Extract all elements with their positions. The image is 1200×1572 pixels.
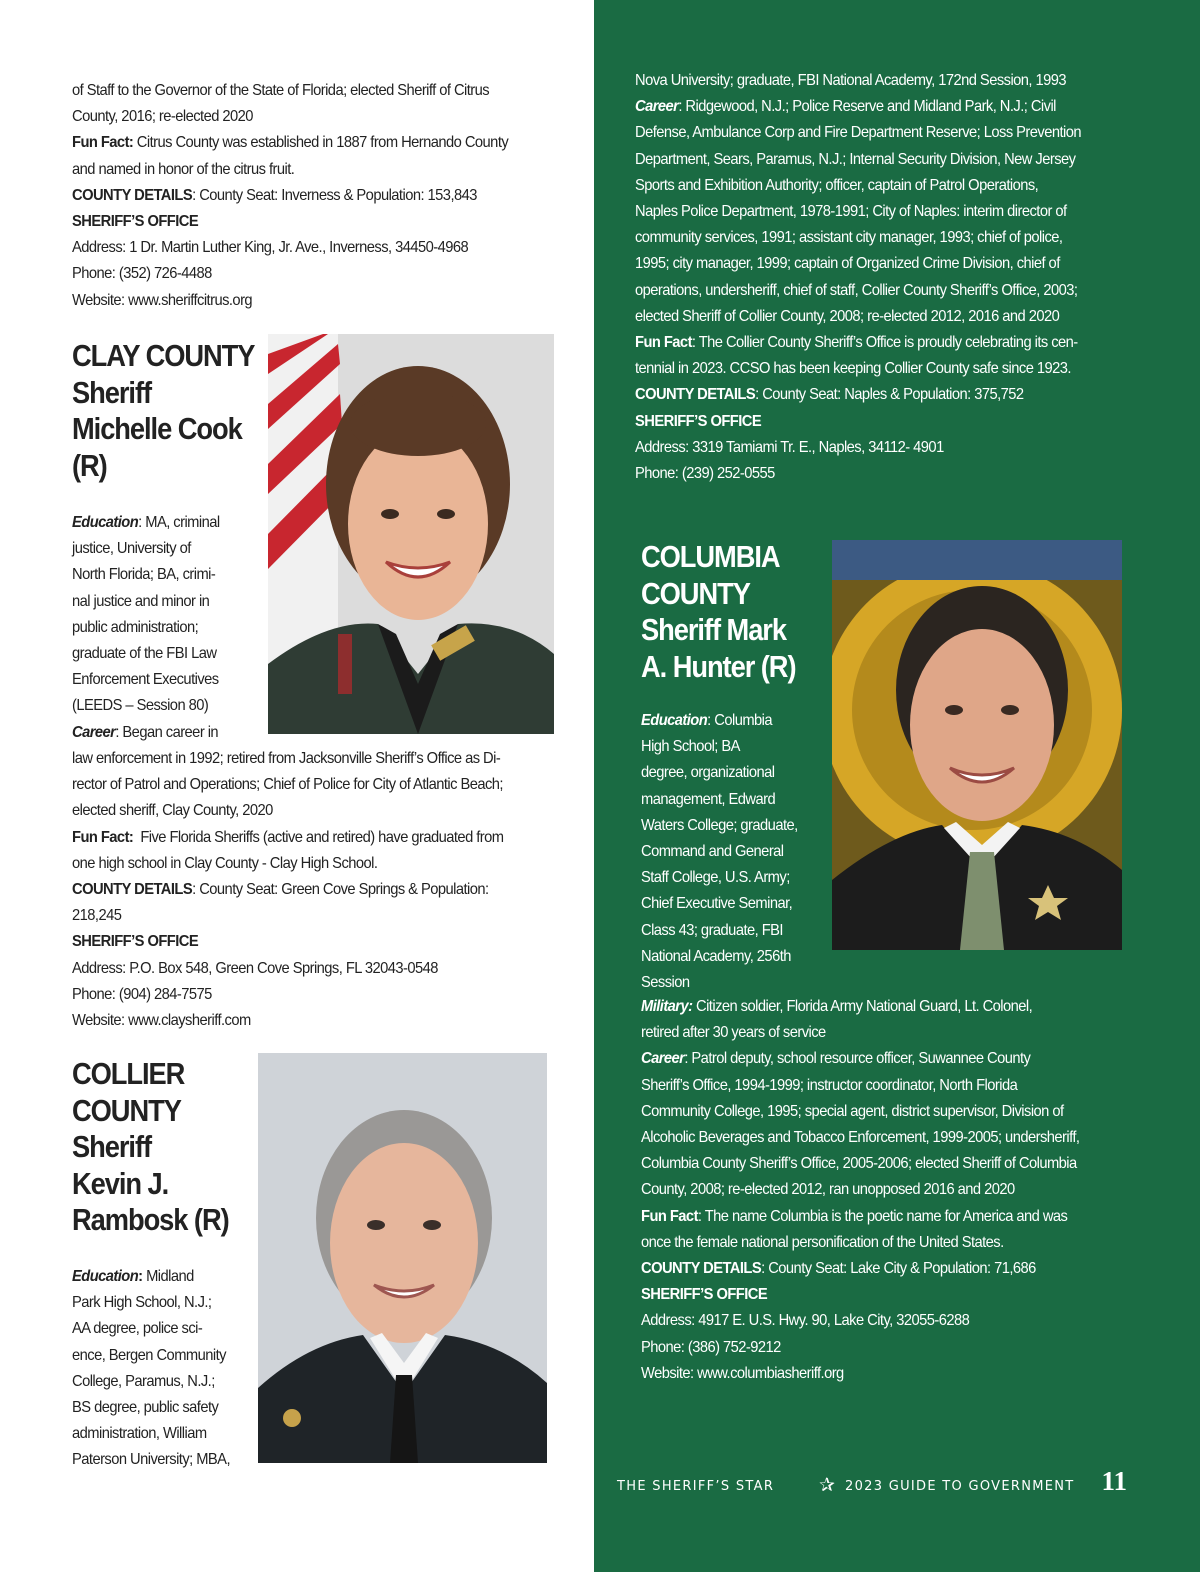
clay-education-line: public administration; (72, 618, 199, 636)
columbia-sheriff-portrait (832, 540, 1122, 950)
collier-education-cont: Nova University; graduate, FBI National Academy, 172nd Session, 1993 (635, 72, 1067, 89)
page-number: 11 (1101, 1466, 1127, 1496)
collier-phone: Phone: (239) 252-0555 (635, 465, 775, 483)
columbia-heading-line: A. Hunter (R) (641, 648, 796, 684)
education-label: Education (641, 712, 708, 729)
county-details-label: COUNTY DETAILS (641, 1260, 762, 1278)
columbia-fun-fact (641, 1204, 1142, 1230)
clay-education-block (72, 510, 274, 746)
clay-fun-fact-text: Five Florida Sheriffs (active and retired) have graduated from (133, 828, 504, 846)
columbia-education-line: degree, organizational (641, 764, 775, 782)
county-details-label: COUNTY DETAILS (72, 186, 193, 204)
guide-title: 2023 GUIDE TO GOVERNMENT (845, 1479, 1075, 1494)
clay-career (72, 720, 274, 746)
columbia-career-text: : Patrol deputy, school resource officer, Suwannee County (684, 1050, 1031, 1068)
collier-county-heading (72, 1056, 229, 1239)
collier-education-line: AA degree, police sci- (72, 1320, 203, 1338)
clay-education-line: justice, University of (72, 540, 191, 558)
clay-county-details-text: : County Seat: Green Cove Springs & Population: (192, 881, 489, 899)
collier-career-line: Department, Sears, Paramus, N.J.; Internal Security Division, New Jersey (635, 150, 1076, 168)
columbia-fun-fact-line-2: once the female national personification of the United States. (641, 1233, 1004, 1251)
clay-heading-line: Sheriff (72, 374, 152, 410)
citrus-county-section (72, 78, 555, 314)
collier-education (72, 1264, 270, 1290)
collier-sheriff-portrait (258, 1053, 547, 1463)
county-details-label: COUNTY DETAILS (72, 881, 193, 899)
citrus-website: Website: www.sheriffcitrus.org (72, 291, 253, 309)
clay-details-block (72, 746, 555, 1034)
career-label: Career (641, 1050, 685, 1068)
collier-career-text: : Ridgewood, N.J.; Police Reserve and Midland Park, N.J.; Civil (678, 98, 1056, 116)
citrus-fun-fact (72, 130, 555, 156)
education-colon: : (138, 1268, 143, 1285)
collier-heading-line: Rambosk (R) (72, 1202, 229, 1237)
fun-fact-label: Fun Fact (641, 1207, 698, 1225)
columbia-military-line-2: retired after 30 years of service (641, 1024, 826, 1042)
columbia-education-line: Command and General (641, 843, 784, 861)
columbia-fun-fact-text: : The name Columbia is the poetic name for America and was (697, 1207, 1068, 1225)
collier-fun-fact-line-2: tennial in 2023. CCSO has been keeping Collier County safe since 1923. (635, 360, 1071, 378)
columbia-education-line: Waters College; graduate, (641, 816, 798, 834)
clay-career-line: law enforcement in 1992; retired from Jacksonville Sheriff’s Office as Di- (72, 750, 501, 767)
columbia-details-block (641, 994, 1142, 1387)
clay-address: Address: P.O. Box 548, Green Cove Springs, FL 32043-0548 (72, 959, 438, 977)
columbia-address: Address: 4917 E. U.S. Hwy. 90, Lake City, 32055-6288 (641, 1312, 970, 1330)
citrus-sheriffs-office-label: SHERIFF’S OFFICE (72, 213, 199, 231)
columbia-county-heading (641, 539, 795, 685)
columbia-military (641, 994, 1142, 1020)
collier-fun-fact-text: : The Collier County Sheriff’s Office is proudly celebrating its cen- (691, 334, 1078, 352)
collier-career-line: elected Sheriff of Collier County, 2008; re-elected 2012, 2016 and 2020 (635, 307, 1060, 325)
clay-education-text: : MA, criminal (138, 514, 220, 531)
collier-career-line: Sports and Exhibition Authority; officer, captain of Patrol Operations, (635, 176, 1039, 194)
collier-education-line: Park High School, N.J.; (72, 1294, 212, 1312)
clay-education-line: nal justice and minor in (72, 592, 210, 610)
columbia-heading-line: COLUMBIA (641, 539, 780, 574)
columbia-sheriffs-office-label: SHERIFF’S OFFICE (641, 1286, 768, 1304)
fun-fact-label: Fun Fact (635, 334, 692, 352)
collier-career (635, 94, 1136, 120)
collier-education-line: College, Paramus, N.J.; (72, 1372, 215, 1390)
collier-career-line: operations, undersheriff, chief of staff, Collier County Sheriff’s Office, 2003; (635, 281, 1078, 299)
clay-fun-fact (72, 825, 555, 851)
collier-education-line: ence, Bergen Community (72, 1346, 226, 1364)
county-details-label: COUNTY DETAILS (635, 386, 756, 404)
collier-sheriffs-office-label: SHERIFF’S OFFICE (635, 412, 762, 430)
citrus-phone: Phone: (352) 726-4488 (72, 265, 212, 283)
publication-name: THE SHERIFF’S STAR (617, 1479, 775, 1494)
citrus-fun-fact-line-2: and named in honor of the citrus fruit. (72, 160, 295, 178)
clay-phone: Phone: (904) 284-7575 (72, 985, 212, 1003)
fun-fact-label: Fun Fact: (72, 134, 134, 152)
clay-heading-line: CLAY COUNTY (72, 338, 255, 373)
columbia-career-line: Columbia County Sheriff’s Office, 2005-2006; elected Sheriff of Columbia (641, 1155, 1077, 1173)
clay-education-line: graduate of the FBI Law (72, 645, 217, 663)
collier-heading-line: COUNTY (72, 1092, 181, 1128)
citrus-fun-fact-text: Citrus County was established in 1887 from Hernando County (133, 134, 509, 152)
page-footer (617, 1468, 1127, 1502)
columbia-career-line: County, 2008; re-elected 2012, ran unopposed 2016 and 2020 (641, 1181, 1015, 1199)
clay-website: Website: www.claysheriff.com (72, 1012, 251, 1030)
columbia-education-line: High School; BA (641, 738, 740, 756)
collier-address: Address: 3319 Tamiami Tr. E., Naples, 34112- 4901 (635, 438, 944, 456)
career-label: Career (72, 723, 116, 741)
columbia-phone: Phone: (386) 752-9212 (641, 1338, 781, 1356)
columbia-education-text: : Columbia (707, 712, 773, 729)
collier-heading-line: COLLIER (72, 1056, 185, 1091)
collier-heading-line: Kevin J. (72, 1165, 169, 1201)
columbia-education (641, 708, 830, 734)
citrus-career-end-line-2: County, 2016; re-elected 2020 (72, 108, 253, 126)
fun-fact-label: Fun Fact: (72, 828, 134, 846)
columbia-county-details-text: : County Seat: Lake City & Population: 71,686 (761, 1260, 1036, 1278)
collier-career-line: community services, 1991; assistant city manager, 1993; chief of police, (635, 229, 1063, 247)
collier-continuation-block (635, 68, 1136, 487)
columbia-education-line: Class 43; graduate, FBI (641, 921, 783, 939)
clay-education-line: (LEEDS – Session 80) (72, 697, 209, 715)
clay-population: 218,245 (72, 907, 122, 925)
collier-fun-fact (635, 330, 1136, 356)
education-label: Education (72, 1268, 139, 1285)
clay-education-line: North Florida; BA, crimi- (72, 566, 216, 584)
columbia-career-line: Community College, 1995; special agent, district supervisor, Division of (641, 1102, 1064, 1120)
collier-county-details (635, 382, 1136, 408)
columbia-website: Website: www.columbiasheriff.org (641, 1364, 844, 1382)
citrus-county-details-text: : County Seat: Inverness & Population: 153,843 (192, 186, 477, 204)
clay-education (72, 510, 274, 536)
military-label: Military: (641, 998, 693, 1015)
clay-career-text: : Began career in (115, 723, 219, 741)
columbia-heading-line: Sheriff Mark (641, 612, 786, 647)
columbia-education-line: Staff College, U.S. Army; (641, 869, 790, 887)
clay-education-line: Enforcement Executives (72, 671, 219, 689)
star-icon: ✰ (819, 1475, 835, 1496)
citrus-address: Address: 1 Dr. Martin Luther King, Jr. Ave., Inverness, 34450-4968 (72, 239, 469, 257)
collier-career-line: Naples Police Department, 1978-1991; City of Naples: interim director of (635, 203, 1067, 221)
columbia-education-block (641, 708, 830, 996)
collier-education-line: Paterson University; MBA, (72, 1451, 230, 1469)
collier-education-block (72, 1264, 270, 1474)
columbia-military-text: Citizen soldier, Florida Army National Guard, Lt. Colonel, (692, 998, 1033, 1015)
collier-career-line: Defense, Ambulance Corp and Fire Department Reserve; Loss Prevention (635, 124, 1082, 142)
clay-career-line: elected sheriff, Clay County, 2020 (72, 802, 273, 820)
columbia-county-details (641, 1256, 1142, 1282)
columbia-heading-line: COUNTY (641, 575, 750, 611)
columbia-education-line: Session (641, 974, 690, 992)
columbia-education-line: Chief Executive Seminar, (641, 895, 793, 913)
clay-heading-line: Michelle Cook (72, 411, 242, 446)
citrus-county-details (72, 183, 555, 209)
clay-county-details (72, 877, 555, 903)
clay-sheriffs-office-label: SHERIFF’S OFFICE (72, 933, 199, 951)
collier-education-text: Midland (142, 1268, 194, 1285)
education-label: Education (72, 514, 139, 531)
columbia-education-line: management, Edward (641, 790, 776, 808)
clay-county-heading (72, 338, 254, 484)
columbia-career-line: Sheriff’s Office, 1994-1999; instructor coordinator, North Florida (641, 1076, 1018, 1094)
collier-education-line: administration, William (72, 1425, 207, 1443)
collier-county-details-text: : County Seat: Naples & Population: 375,752 (755, 386, 1024, 404)
clay-sheriff-portrait (268, 334, 554, 734)
clay-fun-fact-line-2: one high school in Clay County - Clay High School. (72, 854, 378, 872)
collier-education-line: BS degree, public safety (72, 1399, 219, 1417)
clay-heading-line: (R) (72, 447, 107, 483)
columbia-career-line: Alcoholic Beverages and Tobacco Enforcement, 1999-2005; undersheriff, (641, 1129, 1080, 1147)
citrus-career-end-line-1: of Staff to the Governor of the State of Florida; elected Sheriff of Citrus (72, 82, 490, 99)
career-label: Career (635, 98, 679, 116)
columbia-education-line: National Academy, 256th (641, 947, 791, 965)
collier-career-line: 1995; city manager, 1999; captain of Organized Crime Division, chief of (635, 255, 1060, 273)
clay-career-line: rector of Patrol and Operations; Chief of Police for City of Atlantic Beach; (72, 776, 503, 794)
columbia-career (641, 1046, 1142, 1072)
collier-heading-line: Sheriff (72, 1129, 152, 1164)
